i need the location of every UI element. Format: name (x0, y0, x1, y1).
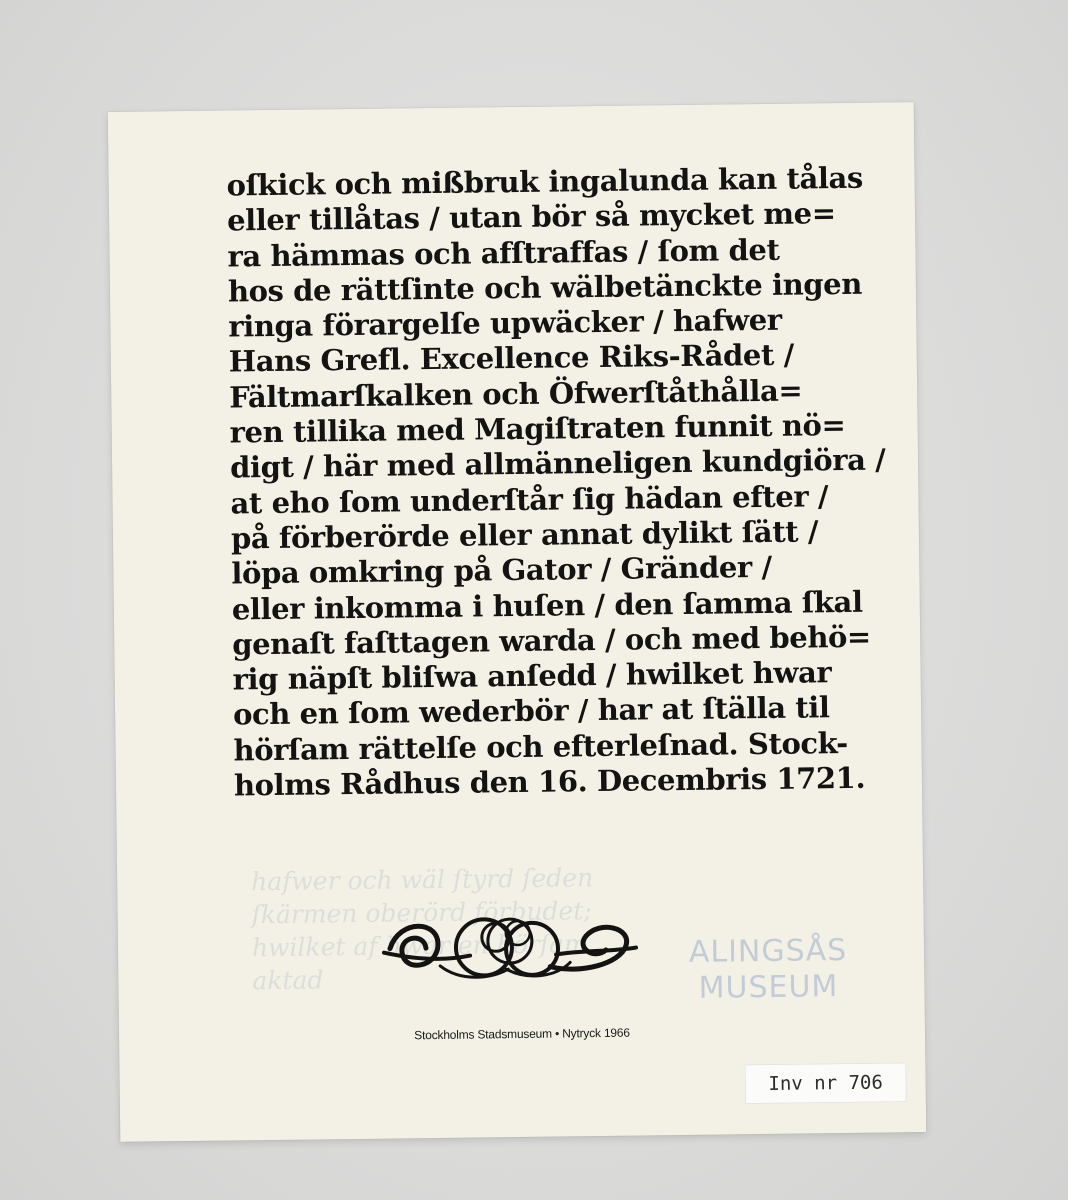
text-line: oſkick och mißbruk ingalunda kan tålas (226, 160, 864, 203)
text-line: hos de rättſinte och wälbetänckte ingen (227, 266, 863, 309)
text-line: genaſt faſttagen warda / och med behö= (232, 619, 872, 662)
text-line: Fältmarſkalken och Öfwerſtåthålla= (229, 373, 803, 415)
bleed-through-text: hafwer och wäl ſtyrd ſeden ſkärmen oberörd förbudet; hwilket af hwar en hörſam aktad (250, 863, 594, 996)
text-line: digt / här med allmänneligen kundgiöra / (229, 442, 886, 485)
flourish-ornament-icon (379, 906, 640, 989)
text-line: eller tillåtas / utan bör så mycket me= (226, 196, 836, 238)
museum-stamp (678, 933, 859, 1007)
inventory-label: Inv nr 706 (745, 1063, 905, 1103)
text-line: och en ſom wederbör / har at ſtälla til (232, 690, 830, 732)
text-line: ra hämmas och afſtraffas / ſom det (227, 232, 780, 274)
text-line: hörſam rättelſe och efterleſnad. Stock- (233, 725, 849, 768)
printed-sheet (108, 102, 927, 1142)
text-line: ringa förargelſe upwäcker / hafwer (228, 302, 782, 344)
stamp-line-1: ALINGSÅS (688, 932, 848, 970)
text-line: löpa omkring på Gator / Gränder / (231, 550, 772, 591)
publisher-footer: Stockholms Stadsmuseum • Nytryck 1966 (414, 1025, 630, 1043)
text-line: på förberörde eller annat dylikt ſätt / (230, 514, 819, 556)
blackletter-text (226, 160, 886, 804)
text-line: rig näpſt bliſwa anſedd / hwilket hwar (232, 655, 832, 697)
text-line: eller inkomma i huſen / den ſamma ſkal (231, 584, 863, 627)
text-line: ren tillika med Magiſtraten funnit nö= (229, 408, 846, 450)
text-line: at eho ſom underſtår ſig hädan efter / (230, 478, 829, 521)
text-line: Hans Grefl. Excellence Riks-Rådet / (228, 338, 795, 379)
stamp-line-2: MUSEUM (698, 969, 839, 1006)
text-line-dateline: holms Rådhus den 16. Decembris 1721. (233, 760, 866, 803)
